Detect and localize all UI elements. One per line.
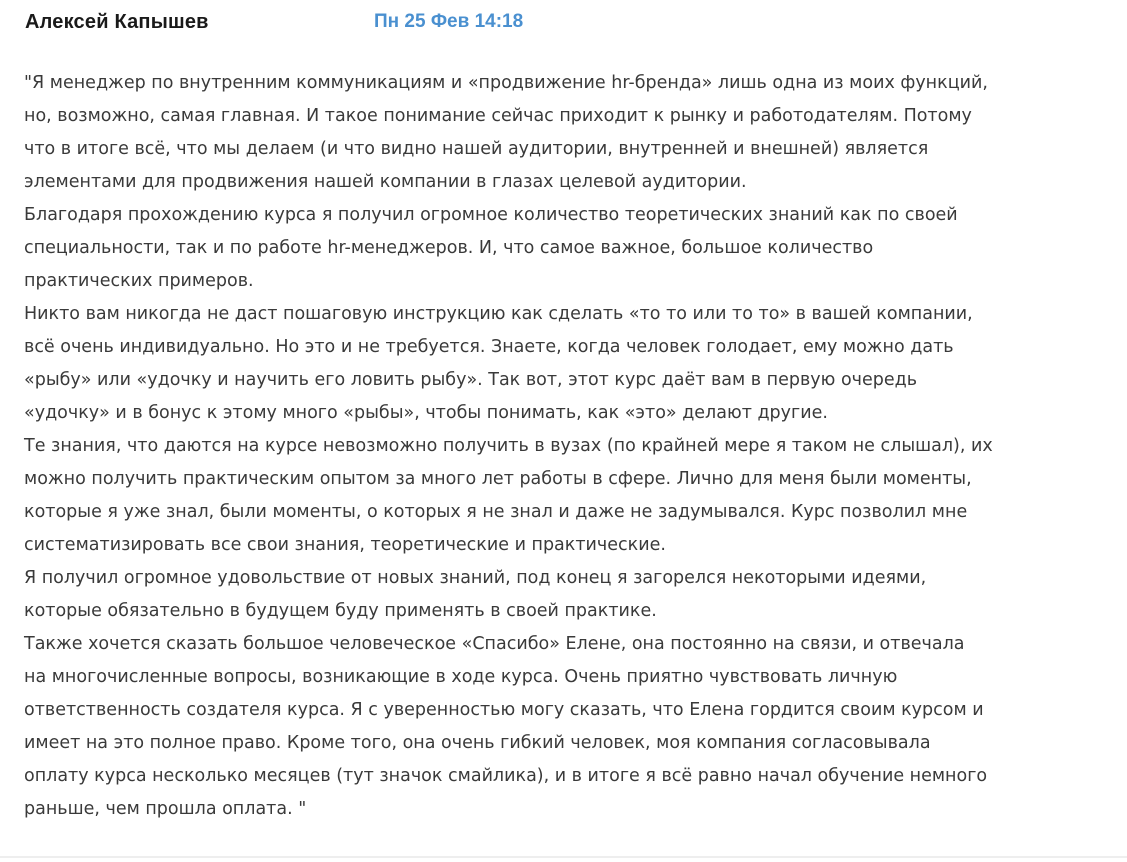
message-line: Также хочется сказать большое человеческое «Спасибо» Елене, она постоянно на связи, и отвечала <box>24 634 965 654</box>
message-line: которые обязательно в будущем буду применять в своей практике. <box>24 601 657 621</box>
message-timestamp: Пн 25 Фев 14:18 <box>374 11 524 32</box>
message-line: что в итоге всё, что мы делаем (и что видно нашей аудитории, внутренней и внешней) является <box>24 139 929 159</box>
message-line: Никто вам никогда не даст пошаговую инструкцию как сделать «то то или то то» в вашей компании, <box>24 304 973 324</box>
message-header <box>25 8 524 36</box>
message-line: на многочисленные вопросы, возникающие в ходе курса. Очень приятно чувствовать личную <box>24 667 898 687</box>
message-line: практических примеров. <box>24 271 254 291</box>
message-line: Те знания, что даются на курсе невозможно получить в вузах (по крайней мере я таком не слышал), их <box>24 436 993 456</box>
message-line: которые я уже знал, были моменты, о которых я не знал и даже не задумывался. Курс позволил мне <box>24 502 968 522</box>
author-name: Алексей Капышев <box>25 10 209 33</box>
message-line: Я получил огромное удовольствие от новых знаний, под конец я загорелся некоторыми идеями, <box>24 568 927 588</box>
message-line: Благодаря прохождению курса я получил огромное количество теоретических знаний как по своей <box>24 205 958 225</box>
message-line: но, возможно, самая главная. И такое понимание сейчас приходит к рынку и работодателям. Потому <box>24 106 972 126</box>
message-body <box>24 67 1104 826</box>
message-line: систематизировать все свои знания, теоретические и практические. <box>24 535 666 555</box>
divider <box>0 856 1127 858</box>
message-line: имеет на это полное право. Кроме того, она очень гибкий человек, моя компания согласовывала <box>24 733 931 753</box>
message-line: «рыбу» или «удочку и научить его ловить рыбу». Так вот, этот курс даёт вам в первую очередь <box>24 370 918 390</box>
message-line: ответственность создателя курса. Я с уверенностью могу сказать, что Елена гордится своим курсом и <box>24 700 984 720</box>
message-line: «удочку» и в бонус к этому много «рыбы», чтобы понимать, как «это» делают другие. <box>24 403 828 423</box>
message-line: "Я менеджер по внутренним коммуникациям и «продвижение hr-бренда» лишь одна из моих функций, <box>24 73 988 93</box>
message-line: раньше, чем прошла оплата. " <box>24 799 307 819</box>
message-line: всё очень индивидуально. Но это и не требуется. Знаете, когда человек голодает, ему можно дать <box>24 337 954 357</box>
message-line: оплату курса несколько месяцев (тут значок смайлика), и в итоге я всё равно начал обучение немного <box>24 766 988 786</box>
message-line: можно получить практическим опытом за много лет работы в сфере. Лично для меня были моменты, <box>24 469 972 489</box>
message-line: специальности, так и по работе hr-менеджеров. И, что самое важное, большое количество <box>24 238 874 258</box>
message-line: элементами для продвижения нашей компании в глазах целевой аудитории. <box>24 172 747 192</box>
